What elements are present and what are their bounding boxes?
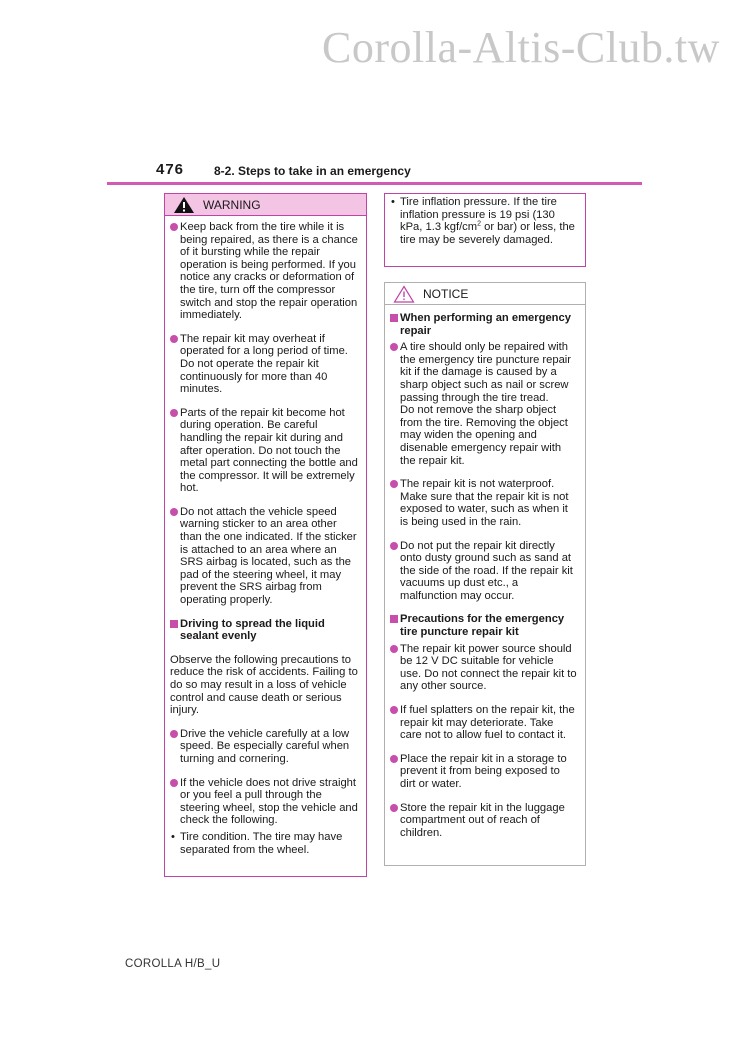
list-item bbox=[390, 753, 577, 791]
warning-title: WARNING bbox=[203, 197, 261, 212]
bullet-dot-icon bbox=[170, 335, 178, 343]
tire-pressure-text: Tire inflation pressure. If the tire inflation pressure is 19 psi (130 kPa, 1.3 kgf/cm bbox=[400, 196, 557, 234]
footer: COROLLA H/B_U bbox=[125, 958, 221, 970]
sub-heading bbox=[390, 613, 577, 638]
paragraph: Observe the following precautions to reduce the risk of accidents. Failing to do so may result in a loss of vehicle control and cause death or serious injury. bbox=[170, 653, 358, 717]
watermark: Corolla-Altis-Club.tw bbox=[322, 23, 720, 72]
notice-triangle-icon bbox=[393, 285, 415, 303]
bullet-text: Tire condition. The tire may have separated from the wheel. bbox=[180, 830, 343, 856]
header-rule bbox=[107, 182, 642, 185]
tire-pressure-bullet bbox=[390, 196, 577, 246]
notice-title: NOTICE bbox=[423, 286, 469, 301]
bullet-dot-icon bbox=[390, 542, 398, 550]
warning-box bbox=[164, 193, 367, 877]
tire-pressure-text-after: or bar) or less, the tire may be severely damaged. bbox=[400, 221, 575, 246]
bullet-dot-icon bbox=[390, 804, 398, 812]
list-item-text: Parts of the repair kit become hot during operation. Be careful handling the repair kit during and after operation. Do not touch the metal part connecting the bottle and the compressor. It will be extremely hot. bbox=[180, 406, 358, 495]
sub-heading-text: Driving to spread the liquid sealant evenly bbox=[180, 617, 325, 643]
list-item bbox=[390, 478, 577, 528]
list-item-text: The repair kit may overheat if operated for a long period of time. Do not operate the repair kit continuously for more than 40 minutes. bbox=[180, 332, 348, 396]
list-item bbox=[170, 407, 358, 495]
tire-condition-bullet bbox=[170, 831, 358, 856]
sub-heading bbox=[390, 312, 577, 337]
list-item-text: Drive the vehicle carefully at a low speed. Be especially careful when turning and cornering. bbox=[180, 727, 350, 765]
bullet-dot-icon bbox=[390, 480, 398, 488]
list-item-text: The repair kit is not waterproof. Make sure that the repair kit is not exposed to water, such as when it is being used in the rain. bbox=[400, 478, 569, 528]
list-item bbox=[390, 540, 577, 603]
list-item-text: The repair kit power source should be 12 V DC suitable for vehicle use. Do not connect the repair kit to any other source. bbox=[400, 642, 577, 693]
page-number: 476 bbox=[156, 161, 185, 178]
bullet-dot-icon bbox=[170, 730, 178, 738]
bullet-dot-icon bbox=[390, 645, 398, 653]
square-bullet-icon bbox=[390, 615, 398, 623]
bullet-char: • bbox=[171, 830, 175, 843]
square-bullet-icon bbox=[390, 314, 398, 322]
list-item bbox=[390, 643, 577, 693]
list-item bbox=[390, 341, 577, 467]
bullet-dot-icon bbox=[170, 779, 178, 787]
section-title: 8-2. Steps to take in an emergency bbox=[214, 164, 411, 178]
bullet-char: • bbox=[391, 196, 395, 208]
list-item bbox=[170, 777, 358, 827]
tire-pressure-content bbox=[385, 194, 585, 246]
list-item-text: A tire should only be repaired with the emergency tire puncture repair kit if the damage is caused by a sharp object such as nail or screw passing through the tire tread. bbox=[400, 341, 572, 404]
notice-content bbox=[385, 305, 585, 839]
sub-heading-text: When performing an emergency repair bbox=[400, 312, 571, 337]
list-item-text: Do not attach the vehicle speed warning sticker to an area other than the one indicated. If the sticker is attached to an area where an SRS airbag is located, such as the pad of the steering wheel, it may prevent the SRS airbag from operating properly. bbox=[180, 505, 357, 607]
sub-heading bbox=[170, 618, 358, 643]
list-item-text: If fuel splatters on the repair kit, the repair kit may deteriorate. Take care not to allow fuel to contact it. bbox=[400, 704, 575, 742]
list-item bbox=[170, 506, 358, 607]
superscript: 2 bbox=[477, 220, 482, 228]
bullet-dot-icon bbox=[170, 508, 178, 516]
list-item bbox=[390, 704, 577, 742]
tire-pressure-box bbox=[384, 193, 586, 267]
notice-box bbox=[384, 282, 586, 866]
bullet-dot-icon bbox=[170, 409, 178, 417]
list-item-text: Place the repair kit in a storage to prevent it from being exposed to dirt or water. bbox=[400, 752, 567, 790]
bullet-dot-icon bbox=[390, 706, 398, 714]
list-item-text: Do not put the repair kit directly onto dusty ground such as sand at the side of the road. If the repair kit vacuums up dust etc., a malfunction may occur. bbox=[400, 539, 573, 602]
warning-triangle-icon bbox=[173, 196, 195, 214]
list-item-text: Keep back from the tire while it is being repaired, as there is a chance of it bursting while the repair operation is being performed. If you notice any cracks or deformation of the tire, turn off the compressor switch and stop the repair operation immediately. bbox=[180, 221, 358, 322]
list-item-extra: Do not remove the sharp object from the tire. Removing the object may widen the opening and disenable emergency repair with the repair kit. bbox=[400, 404, 568, 467]
list-item bbox=[170, 728, 358, 766]
bullet-dot-icon bbox=[170, 223, 178, 231]
warning-header bbox=[165, 194, 366, 216]
bullet-dot-icon bbox=[390, 343, 398, 351]
bullet-dot-icon bbox=[390, 755, 398, 763]
list-item-text: If the vehicle does not drive straight or you feel a pull through the steering wheel, stop the vehicle and check the following. bbox=[180, 776, 358, 827]
list-item bbox=[390, 802, 577, 840]
list-item bbox=[170, 333, 358, 396]
notice-header bbox=[385, 283, 585, 305]
warning-content bbox=[165, 216, 366, 856]
list-item-text: Store the repair kit in the luggage compartment out of reach of children. bbox=[400, 801, 565, 839]
square-bullet-icon bbox=[170, 620, 178, 628]
sub-heading-text: Precautions for the emergency tire puncture repair kit bbox=[400, 613, 565, 639]
list-item bbox=[170, 221, 358, 322]
